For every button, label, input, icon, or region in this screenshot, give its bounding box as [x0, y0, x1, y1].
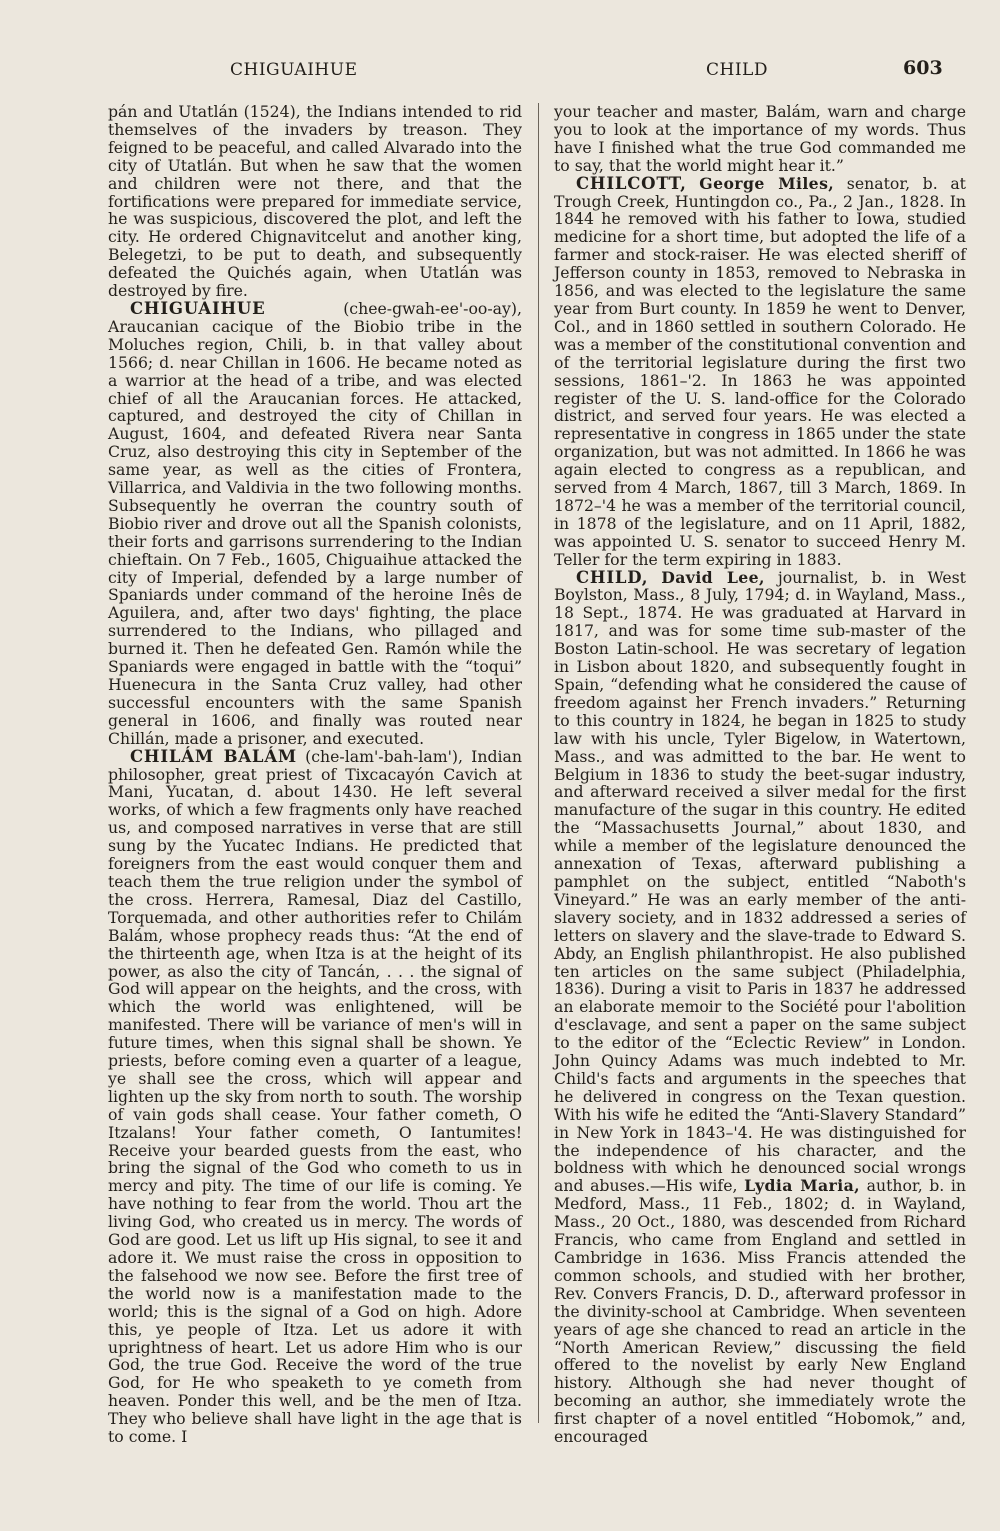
entry-child: [554, 569, 966, 1446]
given-name-lydia: Lydia Maria,: [744, 1176, 861, 1196]
paragraph-continued: your teacher and master, Balám, warn and charge you to look at the importance of my words. Thus have I finished what the true God commanded me to say, that the world might hear it.”: [554, 102, 966, 175]
paragraph-continued: pán and Utatlán (1524), the Indians intended to rid themselves of the invaders by treason. They feigned to be peaceful, and called Alvarado into the city of Utatlán. But when he saw that the women and children were not there, and that the fortifications were prepared for immediate service, he was suspicious, discovered the plot, and left the city. He ordered Chignavitcelut and another king, Belegetzi, to be put to death, and subsequently defeated the Quichés again, when Utatlán was destroyed by fire.: [108, 102, 522, 301]
page-number: 603: [903, 57, 943, 79]
entry-text: (che-lam'-bah-lam'), Indian philosopher, great priest of Tixcacayón Cavich at Mani, Yucatan, d. about 1430. He left several works, of which a few fragments only have reached us, and composed narratives in verse that are still sung by the Yucatec Indians. He predicted that foreigners from the east would conquer them and teach them the true religion under the symbol of the cross. Herrera, Ramesal, Diaz del Castillo, Torquemada, and other authorities refer to Chilám Balám, whose prophecy reads thus: “At the end of the thirteenth age, when Itza is at the height of its power, as also the city of Tancán, . . . the signal of God will appear on the heights, and the cross, with which the world was enlightened, will be manifested. There will be variance of men's will in future times, when this signal shall be shown. Ye priests, before coming even a quarter of a league, ye shall see the cross, which will appear and lighten up the sky from north to south. The worship of vain gods shall cease. Your father cometh, O Itzalans! Your father cometh, O Iantumites! Receive your bearded guests from the east, who bring the signal of the God who cometh to us in mercy and pity. The time of our life is coming. Ye have nothing to fear from the world. Thou art the living God, who created us in mercy. The words of God are good. Let us lift up His signal, to see it and adore it. We must raise the cross in opposition to the falsehood we now see. Before the first tree of the world now is a manifestation made to the world; this is the signal of a God on high. Adore this, ye people of Itza. Let us adore it with uprightness of heart. Let us adore Him who is our God, the true God. Receive the word of the true God, for He who speaketh to ye cometh from heaven. Ponder this well, and be the men of Itza. They who believe shall have light in the age that is to come. I: [108, 746, 522, 1447]
headword: CHILÁM BALÁM: [130, 746, 297, 766]
entry-text: (chee-gwah-ee'-oo-ay), Araucanian cacique of the Biobio tribe in the Moluches region, Chili, b. in that valley about 1566; d. near Chillan in 1606. He became noted as a warrior at the head of a tribe, and was elected chief of all the Araucanian forces. He attacked, captured, and destroyed the city of Chillan in August, 1604, and defeated Rivera near Santa Cruz, also destroying this city in September of the same year, as well as the cities of Frontera, Villarrica, and Valdivia in the two following months. Subsequently he overran the country south of Biobio river and drove out all the Spanish colonists, their forts and garrisons surrendering to the Indian chieftain. On 7 Feb., 1605, Chiguaihue attacked the city of Imperial, defended by a large number of Spaniards under command of the heroine Inês de Aguilera, and, after two days' fighting, the place surrendered to the Indians, who pillaged and burned it. Then he defeated Gen. Ramón while the Spaniards were engaged in battle with the “toqui” Huenecura in the Santa Cruz valley, had other successful encounters with the same Spanish general in 1606, and finally was routed near Chillán, made a prisoner, and executed.: [108, 298, 522, 748]
entry-chiguaihue: [108, 300, 522, 748]
headword: CHIGUAIHUE: [130, 298, 266, 318]
headword: CHILD,: [576, 567, 649, 587]
headword: CHILCOTT,: [576, 173, 687, 193]
right-column: [554, 103, 966, 1446]
running-head-center: CHILD: [706, 60, 768, 80]
entry-chilcott: [554, 175, 966, 569]
left-column: [108, 103, 522, 1446]
given-name: George Miles,: [699, 173, 835, 193]
entry-text-continued: author, b. in Medford, Mass., 11 Feb., 1802; d. in Wayland, Mass., 20 Oct., 1880, was descended from Richard Francis, who came from England and settled in Cambridge in 1636. Miss Francis attended the common schools, and studied with her brother, Rev. Convers Francis, D. D., afterward professor in the divinity-school at Cambridge. When seventeen years of age she chanced to read an article in the “North American Review,” discussing the field offered to the novelist by early New England history. Although she had never thought of becoming an author, she immediately wrote the first chapter of a novel entitled “Hobomok,” and, encouraged: [554, 1176, 966, 1447]
column-divider: [538, 103, 539, 1423]
entry-text: senator, b. at Trough Creek, Huntingdon co., Pa., 2 Jan., 1828. In 1844 he removed with his father to Iowa, studied medicine for a short time, but adopted the life of a farmer and stock-raiser. He was elected sheriff of Jefferson county in 1853, removed to Nebraska in 1856, and was elected to the legislature the same year from Burt county. In 1859 he went to Denver, Col., and in 1860 settled in southern Colorado. He was a member of the constitutional convention and of the territorial legislature during the first two sessions, 1861–'2. In 1863 he was appointed register of the U. S. land-office for the Colorado district, and served four years. He was elected a representative in congress in 1865 under the state organization, but was not admitted. In 1866 he was again elected to congress as a republican, and served from 4 March, 1867, till 3 March, 1869. In 1872–'4 he was a member of the territorial council, in 1878 of the legislature, and on 11 April, 1882, was appointed U. S. senator to succeed Henry M. Teller for the term expiring in 1883.: [554, 173, 966, 569]
given-name: David Lee,: [661, 567, 765, 587]
entry-chilam-balam: [108, 748, 522, 1446]
running-head-left: CHIGUAIHUE: [230, 60, 358, 80]
entry-text: journalist, b. in West Boylston, Mass., 8 July, 1794; d. in Wayland, Mass., 18 Sept., 1874. He was graduated at Harvard in 1817, and was for some time sub-master of the Boston Latin-school. He was secretary of legation in Lisbon about 1820, and subsequently fought in Spain, “defending what he considered the cause of freedom against her French invaders.” Returning to this country in 1824, he began in 1825 to study law with his uncle, Tyler Bigelow, in Watertown, Mass., and was admitted to the bar. He went to Belgium in 1836 to study the beet-sugar industry, and afterward received a silver medal for the first manufacture of the sugar in this country. He edited the “Massachusetts Journal,” about 1830, and while a member of the legislature denounced the annexation of Texas, afterward publishing a pamphlet on the subject, entitled “Naboth's Vineyard.” He was an early member of the anti-slavery society, and in 1832 addressed a series of letters on slavery and the slave-trade to Edward S. Abdy, an English philanthropist. He also published ten articles on the same subject (Philadelphia, 1836). During a visit to Paris in 1837 he addressed an elaborate memoir to the Société pour l'abolition d'esclavage, and sent a paper on the same subject to the editor of the “Eclectic Review” in London. John Quincy Adams was much indebted to Mr. Child's facts and arguments in the speeches that he delivered in congress on the Texan question. With his wife he edited the “Anti-Slavery Standard” in New York in 1843–'4. He was distinguished for the independence of his character, and the boldness with which he denounced social wrongs and abuses.—His wife,: [554, 567, 966, 1196]
